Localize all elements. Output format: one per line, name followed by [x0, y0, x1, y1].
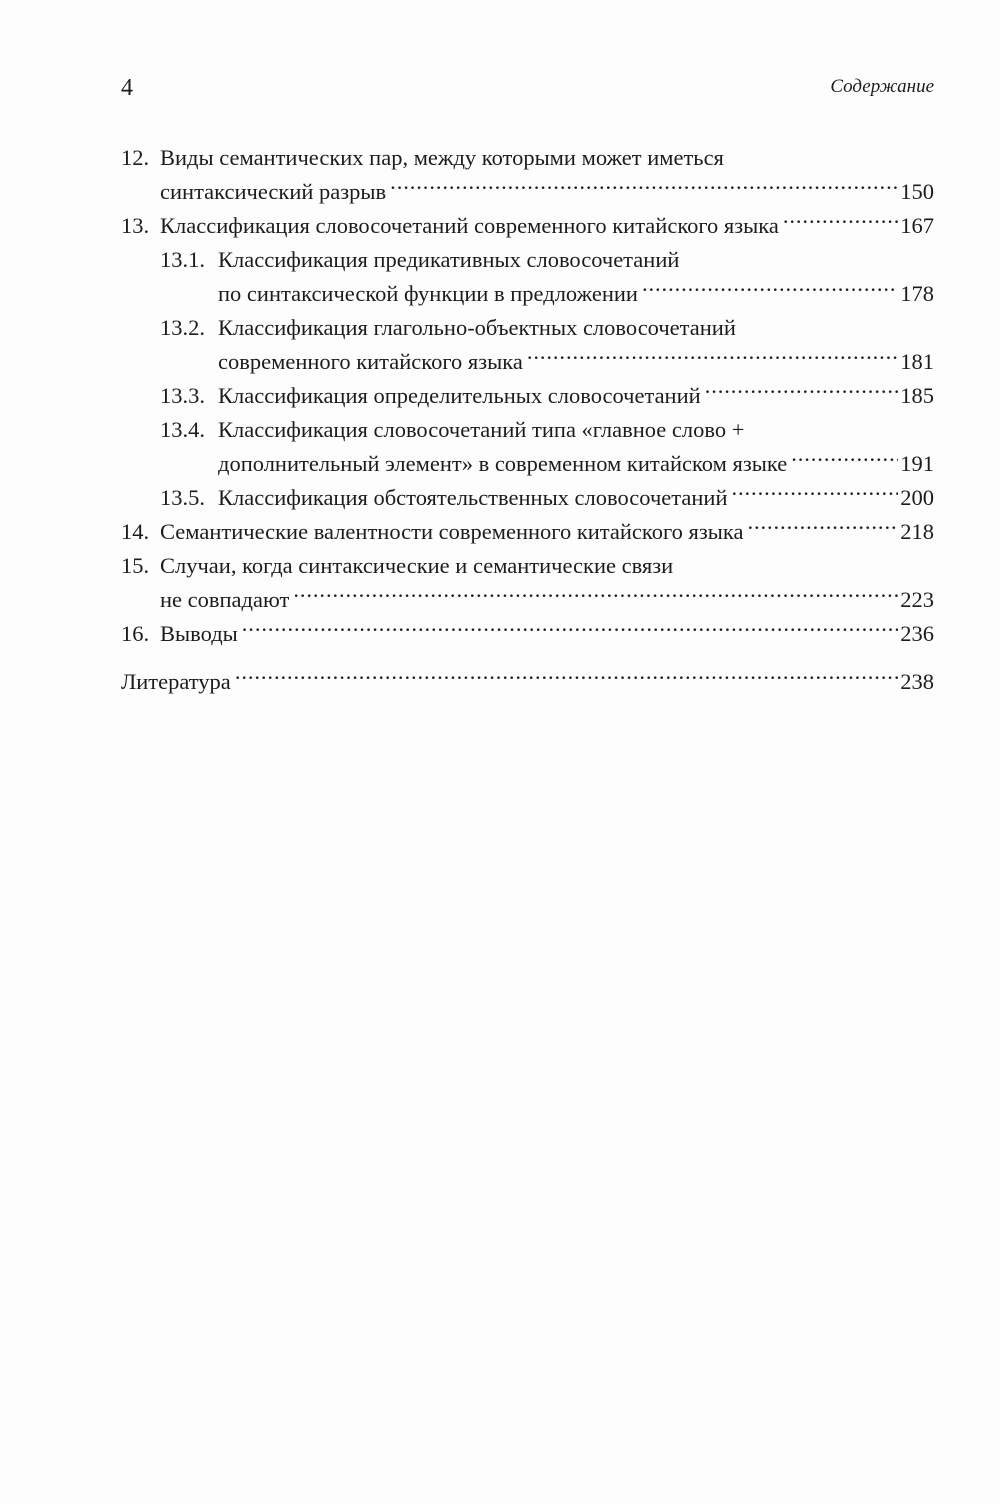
toc-entry-number: 13.5.: [160, 485, 205, 510]
toc-entry-title: Классификация словосочетаний современного китайского языка: [160, 213, 779, 238]
toc-entry-title-continued: синтаксический разрыв: [160, 179, 387, 204]
toc-entry-title: Классификация обстоятельственных словосочетаний: [218, 485, 728, 510]
toc-page-number: 167: [900, 213, 934, 238]
toc-entry-number: 13.2.: [160, 315, 205, 340]
dot-leader: [527, 347, 898, 370]
dot-leader: [390, 177, 898, 200]
dot-leader: [747, 517, 898, 540]
toc-page-number: 236: [900, 621, 934, 646]
toc-entry-title: Семантические валентности современного китайского языка: [160, 519, 744, 544]
toc-entry-title-continued: дополнительный элемент» в современном китайском языке: [218, 451, 788, 476]
dot-leader: [235, 667, 898, 690]
toc-page-number: 150: [900, 179, 934, 204]
toc-entry-16: [121, 617, 934, 651]
toc-entry-number: 13.1.: [160, 247, 205, 272]
toc-entry-number: 13.: [121, 213, 150, 238]
toc-entry-number: 14.: [121, 519, 150, 544]
toc-page-number: 178: [900, 281, 934, 306]
toc-page-number: 223: [900, 587, 934, 612]
toc-entry-title: Литература: [121, 669, 231, 694]
toc-entry-number: 13.4.: [160, 417, 205, 442]
toc-entry-title-continued: не совпадают: [160, 587, 290, 612]
toc-entry-title: Классификация словосочетаний типа «главное слово +: [218, 417, 745, 442]
toc-entry-number: 12.: [121, 145, 150, 170]
toc-entry-title: Классификация предикативных словосочетаний: [218, 247, 680, 272]
toc-entry-13-4: [121, 413, 934, 481]
dot-leader: [642, 279, 898, 302]
toc-entry-13-5: [121, 481, 934, 515]
toc-entry-12: [121, 141, 934, 209]
toc-page-number: 218: [900, 519, 934, 544]
toc-page-number: 185: [900, 383, 934, 408]
toc-entry-title: Виды семантических пар, между которыми может иметься: [160, 145, 724, 170]
dot-leader: [791, 449, 898, 472]
toc-entry-number: 16.: [121, 621, 150, 646]
toc-entry-title-continued: современного китайского языка: [218, 349, 523, 374]
page-number: 4: [121, 75, 133, 101]
dot-leader: [293, 585, 898, 608]
toc-entry-title: Выводы: [160, 621, 238, 646]
toc-entry-title-continued: по синтаксической функции в предложении: [218, 281, 638, 306]
toc-page-number: 238: [900, 669, 934, 694]
dot-leader: [731, 483, 898, 506]
toc-entry-13-2: [121, 311, 934, 379]
table-of-contents: [121, 141, 934, 699]
toc-entry-title: Классификация глагольно-объектных словосочетаний: [218, 315, 736, 340]
toc-page-number: 200: [900, 485, 934, 510]
toc-entry-14: [121, 515, 934, 549]
dot-leader: [705, 381, 899, 404]
toc-page-number: 191: [900, 451, 934, 476]
toc-entry-title: Классификация определительных словосочетаний: [218, 383, 701, 408]
toc-entry-15: [121, 549, 934, 617]
toc-entry-literature: [121, 665, 934, 699]
toc-page-number: 181: [900, 349, 934, 374]
dot-leader: [242, 619, 898, 642]
toc-entry-title: Случаи, когда синтаксические и семантические связи: [160, 553, 674, 578]
toc-entry-13: [121, 209, 934, 243]
toc-entry-13-1: [121, 243, 934, 311]
toc-entry-13-3: [121, 379, 934, 413]
toc-entry-number: 15.: [121, 553, 150, 578]
toc-entry-number: 13.3.: [160, 383, 205, 408]
running-title: Содержание: [830, 76, 934, 97]
dot-leader: [783, 211, 898, 234]
